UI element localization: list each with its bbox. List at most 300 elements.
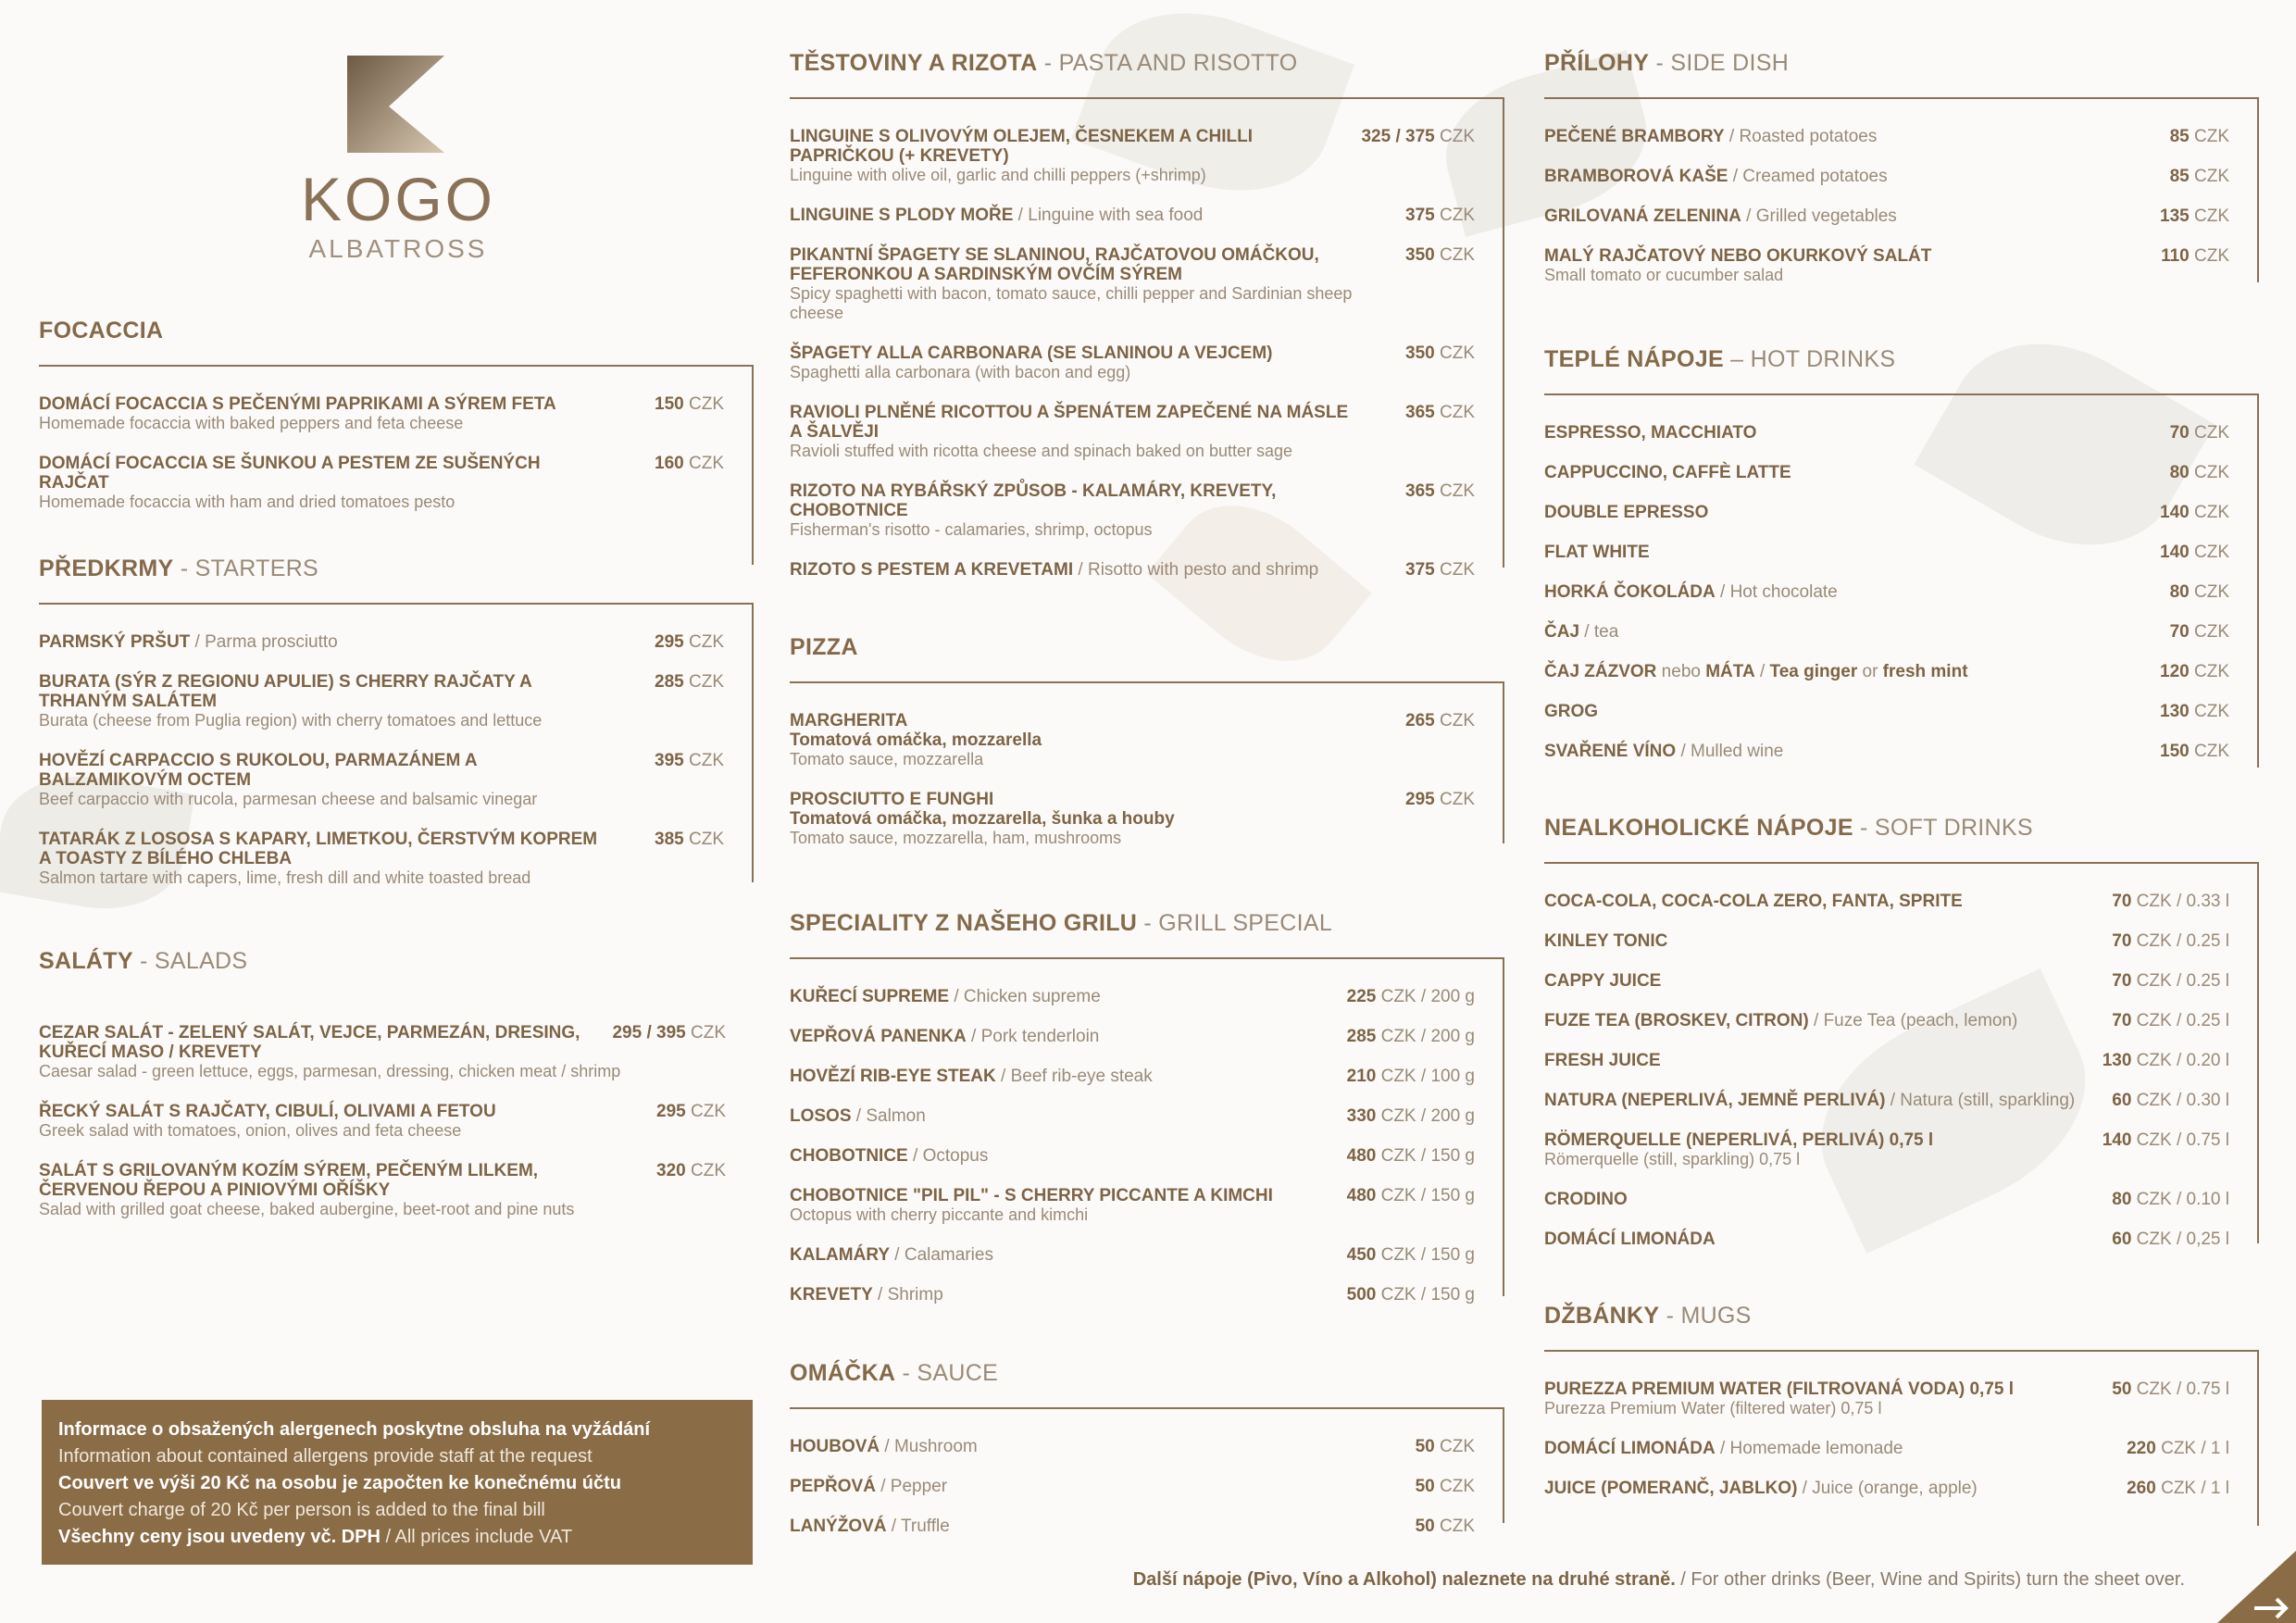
price-unit: CZK (683, 454, 724, 473)
item-description: Spicy spaghetti with bacon, tomato sauce, chilli pepper and Sardinian sheep cheese (790, 284, 1353, 322)
item-name-en: Beef rib-eye steak (1010, 1067, 1153, 1086)
menu-item (790, 1517, 1475, 1536)
separator: / (949, 987, 964, 1006)
menu-item (790, 127, 1475, 185)
item-price (2112, 892, 2229, 911)
menu-item (790, 1106, 1475, 1126)
item-name: MARGHERITA (790, 711, 908, 730)
item-description: Greek salad with tomatoes, onion, olives and feta cheese (39, 1121, 462, 1140)
menu-item (1544, 971, 2229, 991)
item-name: LINGUINE S PLODY MOŘE (790, 206, 1014, 225)
price-value: 295 (1405, 790, 1435, 809)
item-name: LANÝŽOVÁ (790, 1517, 887, 1536)
separator: / (1885, 1091, 1901, 1110)
item-description: Linguine with olive oil, garlic and chilli peppers (+shrimp) (790, 166, 1206, 184)
item-name: PUREZZA PREMIUM WATER (FILTROVANÁ VODA) 0,75 l (1544, 1380, 2015, 1399)
price-value: 350 (1405, 343, 1435, 363)
vat-line: Všechny ceny jsou uvedeny vč. DPH / All prices include VAT (58, 1527, 573, 1547)
item-price (2160, 662, 2229, 681)
item-description: Salad with grilled goat cheese, baked aubergine, beet-root and pine nuts (39, 1200, 575, 1218)
item-text (790, 481, 1475, 520)
price-value: 70 (2169, 423, 2190, 443)
separator: / (966, 1027, 981, 1046)
price-value: 70 (2112, 971, 2132, 991)
separator: / (875, 1477, 891, 1496)
item-name: KREVETY (790, 1285, 873, 1305)
item-name: FUZE TEA (BROSKEV, CITRON) (1544, 1011, 1809, 1030)
item-name: JUICE (POMERANČ, JABLKO) (1544, 1479, 1798, 1498)
price-unit: CZK (1434, 127, 1475, 146)
item-text (39, 454, 724, 493)
price-value: 50 (1415, 1477, 1435, 1496)
section-salads (39, 948, 754, 1240)
price-value: 295 (655, 632, 684, 652)
section-title: FOCACCIA (39, 318, 164, 343)
section-title: PŘEDKRMY - STARTERS (39, 556, 319, 581)
item-text (790, 1517, 1475, 1536)
item-text (1544, 423, 2229, 443)
price-value: 295 / 395 (612, 1023, 686, 1042)
item-name: ČAJ ZÁZVOR (1544, 662, 1657, 681)
price-value: 120 (2160, 662, 2190, 681)
price-value: 50 (1415, 1517, 1435, 1536)
item-name-en: Hot chocolate (1729, 582, 1838, 602)
section-mugs (1544, 1303, 2259, 1526)
menu-item (39, 830, 724, 888)
price-unit: CZK / 150 g (1376, 1186, 1475, 1205)
item-description: Purezza Premium Water (filtered water) 0,75 l (1544, 1399, 1882, 1417)
item-price (2112, 1230, 2229, 1249)
item-price (1405, 206, 1475, 225)
couvert-line: Couvert ve výši 20 Kč na osobu je započten ke konečnému účtu (58, 1473, 621, 1493)
price-unit: CZK (683, 672, 724, 692)
section-starters (39, 556, 754, 887)
menu-item (790, 1067, 1475, 1086)
price-unit: CZK (2189, 463, 2229, 482)
menu-item (1544, 1011, 2229, 1030)
menu-item (790, 711, 1475, 769)
price-value: 140 (2102, 1130, 2132, 1150)
item-name: ŠPAGETY ALLA CARBONARA (SE SLANINOU A VEJCEM) (790, 343, 1273, 363)
price-unit: CZK / 0.30 l (2131, 1091, 2229, 1110)
separator: / (851, 1106, 867, 1126)
menu-item (1544, 1380, 2229, 1418)
item-name-en: Roasted potatoes (1739, 127, 1878, 146)
price-unit: CZK (1434, 403, 1475, 422)
menu-item (1544, 167, 2229, 186)
separator: / (1808, 1011, 1824, 1030)
price-unit: CZK (2189, 127, 2229, 146)
item-price (1405, 560, 1475, 580)
price-value: 285 (655, 672, 684, 692)
logo-name: KOGO (300, 165, 496, 233)
price-unit: CZK / 0.33 l (2131, 892, 2229, 911)
price-unit: CZK (2189, 206, 2229, 226)
item-name: DOMÁCÍ FOCACCIA SE ŠUNKOU A PESTEM ZE SUŠENÝCH RAJČAT (39, 454, 541, 493)
item-price (2170, 463, 2229, 482)
item-connector: or (1857, 662, 1883, 681)
item-name-en: Truffle (901, 1517, 950, 1536)
price-unit: CZK / 0.75 l (2131, 1380, 2229, 1399)
item-price (2161, 246, 2229, 266)
separator: / (1728, 167, 1743, 186)
price-value: 450 (1346, 1245, 1377, 1265)
item-name: RAVIOLI PLNĚNÉ RICOTTOU A ŠPENÁTEM ZAPEČENÉ NA MÁSLE A ŠALVĚJI (790, 403, 1349, 442)
menu-item (1544, 931, 2229, 951)
menu-item (1544, 662, 2229, 681)
item-description: Salmon tartare with capers, lime, fresh dill and white toasted bread (39, 868, 531, 887)
item-name-alt: MÁTA (1705, 662, 1755, 681)
item-name: CHOBOTNICE (790, 1146, 908, 1166)
menu-item (1544, 463, 2229, 482)
item-name-en: Mulled wine (1691, 742, 1784, 761)
item-name: ŘECKÝ SALÁT S RAJČATY, CIBULÍ, OLIVAMI A FETOU (39, 1102, 496, 1121)
item-name-en: Natura (still, sparkling) (1900, 1091, 2076, 1110)
item-name: BRAMBOROVÁ KAŠE (1544, 167, 1728, 186)
price-value: 295 (656, 1102, 686, 1121)
item-price (1416, 1437, 1475, 1456)
item-name: RIZOTO NA RYBÁŘSKÝ ZPŮSOB - KALAMÁRY, KREVETY, CHOBOTNICE (790, 481, 1277, 520)
item-price (1347, 1106, 1475, 1126)
item-price (1347, 1067, 1475, 1086)
item-price (2170, 127, 2229, 146)
menu-list (1544, 862, 2259, 1249)
menu-list (1544, 393, 2259, 768)
item-price (1347, 1186, 1475, 1205)
item-price (656, 1102, 726, 1121)
price-unit: CZK (683, 394, 724, 414)
menu-item (1544, 127, 2229, 146)
menu-item (1544, 1479, 2229, 1498)
price-value: 60 (2112, 1091, 2132, 1110)
price-unit: CZK / 200 g (1376, 987, 1475, 1006)
footer-note: Další nápoje (Pivo, Víno a Alkohol) naleznete na druhé straně. / For other drinks (Beer, Wine and Spirits) turn the sheet over. (1132, 1569, 2185, 1590)
item-name: DOMÁCÍ LIMONÁDA (1544, 1439, 1716, 1458)
menu-item (39, 1023, 726, 1081)
item-name: GROG (1544, 702, 1599, 721)
price-unit: CZK / 100 g (1376, 1067, 1475, 1086)
item-description: Spaghetti alla carbonara (with bacon and egg) (790, 363, 1131, 381)
menu-item (1544, 1190, 2229, 1209)
menu-list (1544, 1350, 2259, 1526)
price-unit: CZK (2189, 702, 2229, 721)
price-unit: CZK (1434, 1517, 1475, 1536)
item-name-en: tea (1593, 622, 1619, 642)
item-price (1361, 127, 1475, 146)
item-name: TATARÁK Z LOSOSA S KAPARY, LIMETKOU, ČERSTVÝM KOPREM A TOASTY Z BÍLÉHO CHLEBA (39, 830, 598, 868)
section-title: PIZZA (790, 634, 858, 660)
price-value: 130 (2160, 702, 2190, 721)
item-price (655, 394, 724, 414)
item-price (2170, 582, 2229, 602)
menu-list (1544, 97, 2259, 282)
item-name-en: Chicken supreme (963, 987, 1101, 1006)
item-name-en: fresh mint (1882, 662, 1968, 681)
section-focaccia (39, 318, 754, 565)
price-unit: CZK (2189, 543, 2229, 562)
price-value: 225 (1346, 987, 1377, 1006)
item-price (655, 454, 724, 473)
price-value: 285 (1346, 1027, 1377, 1046)
item-text (790, 560, 1475, 580)
item-name: DOMÁCÍ LIMONÁDA (1544, 1230, 1716, 1249)
menu-list (790, 97, 1504, 580)
turn-page-arrow-icon[interactable] (2217, 1551, 2296, 1623)
item-name-en: Parma prosciutto (205, 632, 338, 652)
item-name: KINLEY TONIC (1544, 931, 1668, 951)
item-price (2112, 1011, 2229, 1030)
price-unit: CZK (2189, 622, 2229, 642)
item-name-en: Homemade lemonade (1729, 1439, 1903, 1458)
item-price (655, 751, 724, 770)
item-price (1405, 343, 1475, 363)
price-unit: CZK (1434, 1477, 1475, 1496)
item-text (1544, 742, 2229, 761)
item-name: CAPPY JUICE (1544, 971, 1662, 991)
item-name: VEPŘOVÁ PANENKA (790, 1027, 967, 1046)
item-name-en: Creamed potatoes (1742, 167, 1888, 186)
price-value: 135 (2160, 206, 2190, 226)
separator: / (1715, 582, 1730, 602)
separator: / (1579, 622, 1594, 642)
item-description: Small tomato or cucumber salad (1544, 266, 1784, 284)
item-name-en: Fuze Tea (peach, lemon) (1823, 1011, 2018, 1030)
separator: / (880, 1437, 894, 1456)
item-price (2112, 1380, 2229, 1399)
logo (282, 56, 514, 264)
item-name: PEČENÉ BRAMBORY (1544, 127, 1725, 146)
item-price (2112, 1091, 2229, 1110)
menu-item (790, 560, 1475, 580)
item-name: LOSOS (790, 1106, 852, 1126)
price-unit: CZK (1434, 790, 1475, 809)
price-value: 265 (1405, 711, 1435, 730)
item-text (790, 343, 1475, 363)
price-value: 70 (2112, 892, 2132, 911)
price-unit: CZK (2189, 582, 2229, 602)
item-price (1347, 1285, 1475, 1305)
price-value: 70 (2112, 931, 2132, 951)
item-price (612, 1023, 726, 1042)
section-title: TĚSTOVINY A RIZOTA - PASTA AND RISOTTO (790, 50, 1298, 76)
item-description: Octopus with cherry piccante and kimchi (790, 1205, 1089, 1224)
item-name: SVAŘENÉ VÍNO (1544, 742, 1677, 761)
item-price (2160, 206, 2229, 226)
price-value: 375 (1405, 206, 1435, 225)
menu-item (39, 1161, 726, 1219)
item-text (1544, 167, 2229, 186)
item-text (790, 711, 1475, 730)
item-name: PIKANTNÍ ŠPAGETY SE SLANINOU, RAJČATOVOU OMÁČKOU, FEFERONKOU A SARDINSKÝM OVČÍM SÝREM (790, 245, 1319, 284)
price-value: 365 (1405, 481, 1435, 501)
price-unit: CZK / 200 g (1376, 1027, 1475, 1046)
item-name: KUŘECÍ SUPREME (790, 987, 950, 1006)
price-unit: CZK (1434, 1437, 1475, 1456)
item-price (2160, 543, 2229, 562)
price-value: 70 (2169, 622, 2190, 642)
item-name: HORKÁ ČOKOLÁDA (1544, 582, 1716, 602)
price-value: 365 (1405, 403, 1435, 422)
price-value: 60 (2112, 1230, 2132, 1249)
item-name-en: Grilled vegetables (1755, 206, 1897, 226)
separator: / (1676, 742, 1691, 761)
menu-item (1544, 1091, 2229, 1110)
section-pasta (790, 50, 1504, 580)
menu-item (1544, 503, 2229, 522)
item-description: Beef carpaccio with rucola, parmesan cheese and balsamic vinegar (39, 790, 538, 808)
price-value: 110 (2161, 246, 2190, 266)
item-text (1544, 127, 2229, 146)
price-unit: CZK (1434, 560, 1475, 580)
item-price (2112, 971, 2229, 991)
price-value: 150 (2160, 742, 2190, 761)
price-unit: CZK (683, 632, 724, 652)
price-unit: CZK / 1 l (2155, 1479, 2229, 1498)
item-price (1405, 245, 1475, 265)
menu-item (39, 454, 724, 512)
item-price (656, 1161, 726, 1180)
price-value: 375 (1405, 560, 1435, 580)
menu-item (1544, 702, 2229, 721)
item-name: HOVĚZÍ RIB-EYE STEAK (790, 1067, 996, 1086)
item-description-cz: Tomatová omáčka, mozzarella (790, 730, 1042, 750)
item-price (1347, 1027, 1475, 1046)
menu-list (39, 365, 754, 565)
separator: / (890, 1245, 905, 1265)
menu-list (790, 1407, 1504, 1536)
section-pizza (790, 634, 1504, 847)
item-text (790, 245, 1475, 284)
allergen-line: Informace o obsažených alergenech poskytne obsluha na vyžádání (58, 1419, 651, 1440)
price-unit: CZK (1434, 711, 1475, 730)
section-title: PŘÍLOHY - SIDE DISH (1544, 50, 1790, 76)
item-description: Homemade focaccia with ham and dried tomatoes pesto (39, 493, 455, 511)
item-name: PROSCIUTTO E FUNGHI (790, 790, 994, 809)
item-text (1544, 622, 2229, 642)
price-value: 85 (2169, 127, 2190, 146)
item-price (2127, 1479, 2229, 1498)
separator: / (1797, 1479, 1813, 1498)
allergen-info-box (42, 1400, 753, 1565)
menu-item (790, 1285, 1475, 1305)
menu-item (1544, 1130, 2229, 1169)
item-name: CAPPUCCINO, CAFFÈ LATTE (1544, 463, 1791, 482)
price-unit: CZK / 150 g (1376, 1146, 1475, 1166)
item-name: FLAT WHITE (1544, 543, 1650, 562)
item-text (1544, 702, 2229, 721)
menu-list (790, 681, 1504, 847)
item-price (2103, 1051, 2229, 1070)
item-price (2103, 1130, 2229, 1150)
item-text (790, 1477, 1475, 1496)
item-price (2127, 1439, 2229, 1458)
item-price (2170, 622, 2229, 642)
item-price (1416, 1477, 1475, 1496)
section-title: OMÁČKA - SAUCE (790, 1360, 999, 1386)
item-name-en: Salmon (866, 1106, 926, 1126)
menu-item (1544, 582, 2229, 602)
price-value: 80 (2169, 582, 2190, 602)
price-value: 210 (1346, 1067, 1377, 1086)
menu-item (39, 394, 724, 433)
price-unit: CZK (1434, 481, 1475, 501)
logo-mark-icon (347, 56, 449, 153)
item-description: Fisherman's risotto - calamaries, shrimp, octopus (790, 520, 1153, 539)
price-value: 320 (656, 1161, 686, 1180)
price-value: 480 (1346, 1186, 1377, 1205)
price-value: 140 (2160, 503, 2190, 522)
price-unit: CZK / 0.75 l (2131, 1130, 2229, 1150)
menu-item (790, 1245, 1475, 1265)
logo-subtitle: ALBATROSS (308, 234, 488, 263)
item-name: HOUBOVÁ (790, 1437, 880, 1456)
price-value: 220 (2127, 1439, 2156, 1458)
price-unit: CZK (2189, 503, 2229, 522)
menu-item (1544, 246, 2229, 285)
price-value: 80 (2169, 463, 2190, 482)
section-title: SPECIALITY Z NAŠEHO GRILU - GRILL SPECIAL (790, 910, 1333, 936)
item-name: DOMÁCÍ FOCACCIA S PEČENÝMI PAPRIKAMI A SÝREM FETA (39, 394, 556, 414)
menu-item (790, 343, 1475, 382)
price-value: 50 (2112, 1380, 2132, 1399)
section-grill (790, 910, 1504, 1305)
price-unit: CZK (1434, 245, 1475, 265)
separator: / (1724, 127, 1740, 146)
section-title: TEPLÉ NÁPOJE – HOT DRINKS (1544, 346, 1896, 372)
price-unit: CZK (683, 830, 724, 849)
price-value: 150 (655, 394, 684, 414)
price-unit: CZK / 0.25 l (2131, 1011, 2229, 1030)
price-value: 330 (1346, 1106, 1377, 1126)
item-name-en: Octopus (922, 1146, 989, 1166)
price-unit: CZK / 0.25 l (2131, 931, 2229, 951)
price-unit: CZK (2189, 246, 2229, 266)
item-text (790, 790, 1475, 809)
item-name: DOUBLE EPRESSO (1544, 503, 1709, 522)
price-unit: CZK (685, 1161, 726, 1180)
couvert-line: Couvert charge of 20 Kč per person is added to the final bill (58, 1500, 545, 1520)
item-text (39, 632, 724, 652)
item-description-cz: Tomatová omáčka, mozzarella, šunka a houby (790, 809, 1175, 829)
price-unit: CZK (685, 1023, 726, 1042)
menu-item (790, 790, 1475, 848)
price-value: 260 (2127, 1479, 2156, 1498)
item-price (655, 830, 724, 849)
menu-item (790, 245, 1475, 323)
menu-item (790, 1146, 1475, 1166)
item-text (790, 206, 1475, 225)
price-unit: CZK (2189, 167, 2229, 186)
item-description: Burata (cheese from Puglia region) with cherry tomatoes and lettuce (39, 711, 543, 730)
separator: / (886, 1517, 901, 1536)
price-value: 480 (1346, 1146, 1377, 1166)
price-unit: CZK / 150 g (1376, 1245, 1475, 1265)
item-name-en: Risotto with pesto and shrimp (1087, 560, 1319, 580)
item-name: LINGUINE S OLIVOVÝM OLEJEM, ČESNEKEM A CHILLI PAPRIČKOU (+ KREVETY) (790, 127, 1254, 166)
price-unit: CZK (1434, 206, 1475, 225)
item-name-en: Calamaries (904, 1245, 993, 1265)
price-unit: CZK / 150 g (1376, 1285, 1475, 1305)
item-price (2170, 423, 2229, 443)
item-name: KALAMÁRY (790, 1245, 891, 1265)
item-text (790, 1437, 1475, 1456)
menu-item (1544, 1230, 2229, 1249)
item-price (1347, 1146, 1475, 1166)
item-text (39, 830, 724, 868)
item-text (39, 672, 724, 711)
item-text (39, 394, 724, 414)
price-value: 70 (2112, 1011, 2132, 1030)
